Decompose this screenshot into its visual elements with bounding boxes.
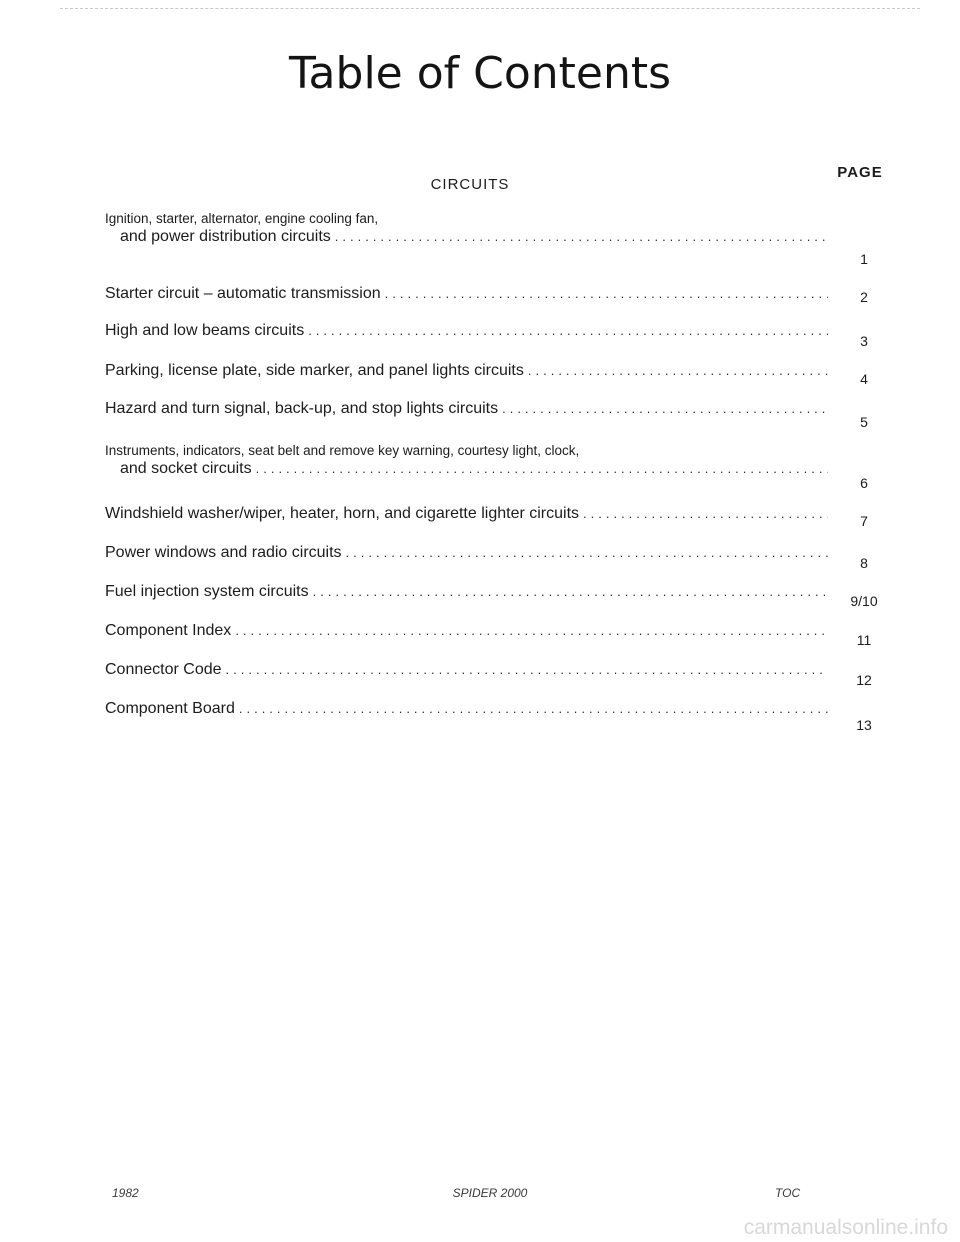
toc-page-number: 2 <box>860 289 868 305</box>
toc-entry-line: Instruments, indicators, seat belt and remove key warning, courtesy light, clock, <box>105 443 580 458</box>
toc-entry-line: Starter circuit – automatic transmission <box>105 285 381 302</box>
dot-leader <box>502 401 828 416</box>
toc-page-number: 1 <box>860 251 868 267</box>
dot-leader <box>235 623 828 638</box>
dot-leader <box>346 545 828 560</box>
toc-entry-line: Hazard and turn signal, back-up, and stop lights circuits <box>105 400 499 417</box>
dot-leader <box>335 229 828 244</box>
toc-entry-line: High and low beams circuits <box>105 322 305 339</box>
top-scan-rule <box>60 8 920 9</box>
toc-entry[interactable] <box>105 583 900 609</box>
toc-page-number: 5 <box>860 414 868 430</box>
toc-page-number: 8 <box>860 555 868 571</box>
toc-entry[interactable] <box>105 505 900 529</box>
toc-page-number: 4 <box>860 371 868 387</box>
section-heading: CIRCUITS <box>430 176 510 193</box>
dot-leader <box>528 363 828 378</box>
toc-page-number: 3 <box>860 333 868 349</box>
toc-page-number: 9/10 <box>850 593 878 609</box>
dot-leader <box>226 662 828 677</box>
toc-page-number: 13 <box>856 717 872 733</box>
dot-leader <box>308 323 828 338</box>
toc-entry-line: Power windows and radio circuits <box>105 544 342 561</box>
toc-entry-line: Windshield washer/wiper, heater, horn, and cigarette lighter circuits <box>105 505 580 522</box>
toc-entry[interactable] <box>105 322 900 349</box>
toc-entry[interactable] <box>105 362 900 387</box>
toc-entry[interactable] <box>105 400 900 430</box>
toc-entry-line: Parking, license plate, side marker, and panel lights circuits <box>105 362 524 379</box>
toc-page-number: 11 <box>856 632 872 648</box>
dot-leader <box>583 506 828 521</box>
toc-entry-line: Component Board <box>105 700 235 717</box>
toc-entry-line: and socket circuits <box>120 460 252 477</box>
dot-leader <box>385 286 828 301</box>
toc-entry-line: and power distribution circuits <box>120 228 331 245</box>
toc-entry-line: Fuel injection system circuits <box>105 583 309 600</box>
footer-model: SPIDER 2000 <box>452 1186 528 1200</box>
toc-entry[interactable] <box>105 700 900 733</box>
dot-leader <box>313 584 828 599</box>
toc-entry[interactable] <box>105 210 900 267</box>
watermark: carmanualsonline.info <box>743 1216 948 1239</box>
toc-page-number: 7 <box>860 513 868 529</box>
dot-leader <box>256 461 828 476</box>
toc-page-number: 6 <box>860 475 868 491</box>
page-title: Table of Contents <box>288 48 672 99</box>
toc-entry-line: Component Index <box>105 622 232 639</box>
footer-year: 1982 <box>112 1186 139 1200</box>
toc-entry[interactable] <box>105 442 900 491</box>
toc-entry[interactable] <box>105 285 900 303</box>
toc-entry-line: Connector Code <box>105 661 222 678</box>
toc-entry[interactable] <box>105 544 900 571</box>
page-column-heading: PAGE <box>837 164 883 181</box>
toc-entry-line: Ignition, starter, alternator, engine cooling fan, <box>105 211 379 226</box>
dot-leader <box>239 701 828 716</box>
toc-page-number: 12 <box>856 672 872 688</box>
toc-entry[interactable] <box>105 661 900 688</box>
toc-entry[interactable] <box>105 622 900 648</box>
footer-section-code: TOC <box>775 1186 801 1200</box>
